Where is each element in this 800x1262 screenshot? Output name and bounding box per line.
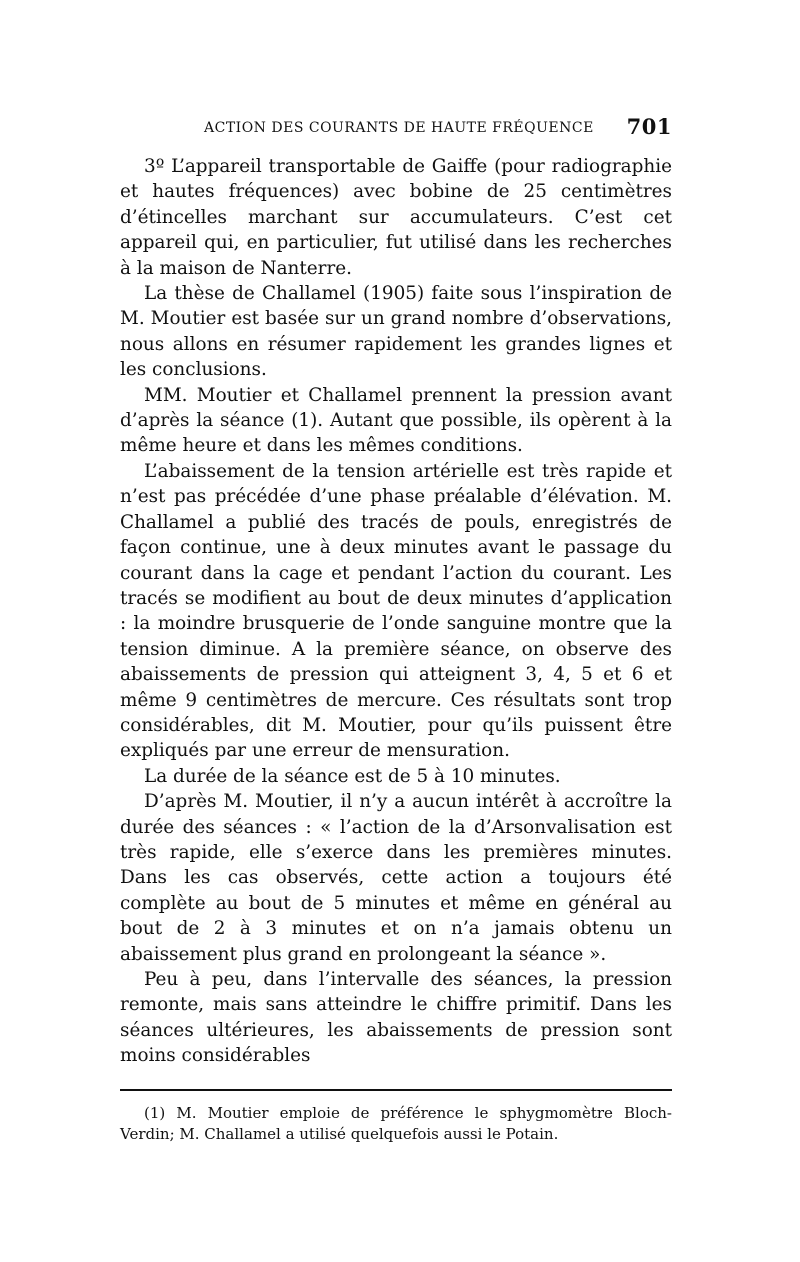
running-title: ACTION DES COURANTS DE HAUTE FRÉQUENCE [204,120,594,136]
book-page [120,112,672,1160]
page-number: 701 [626,114,672,139]
paragraph: La thèse de Challamel (1905) faite sous l’inspiration de M. Moutier est basée sur un grand nombre d’observations, nous allons en résumer rapidement les grandes lignes et les conclusions. [120,283,672,381]
paragraph: D’après M. Moutier, il n’y a aucun intérêt à accroître la durée des séances : « l’action de la d’Arsonvalisation est très rapide, elle s’exerce dans les premières minutes. Dans les cas observés, cette action a toujours été complète au bout de 5 minutes et même en général au bout de 2 à 3 minutes et on n’a jamais obtenu un abaissement plus grand en prolongeant la séance ». [120,791,672,965]
paragraph: Peu à peu, dans l’intervalle des séances, la pression remonte, mais sans atteindre le chiffre primitif. Dans les séances ultérieures, les abaissements de pression sont moins considérables [120,969,672,1067]
paragraph: La durée de la séance est de 5 à 10 minutes. [144,765,561,787]
paragraph: MM. Moutier et Challamel prennent la pression avant d’après la séance (1). Autant que possible, ils opèrent à la même heure et dans les mêmes conditions. [120,384,672,457]
paragraph: 3º L’appareil transportable de Gaiffe (pour radiographie et hautes fréquences) avec bobine de 25 centimètres d’étincelles marchant sur accumulateurs. C’est cet appareil qui, en particulier, fut utilisé dans les recherches à la maison de Nanterre. [120,156,672,279]
paragraph: L’abaissement de la tension artérielle est très rapide et n’est pas précédée d’une phase préalable d’élévation. M. Challamel a publié des tracés de pouls, enregistrés de façon continue, une à deux minutes avant le passage du courant dans la cage et pendant l’action du courant. Les tracés se modifient au bout de deux minutes d’application : la moindre brusquerie de l’onde sanguine montre que la tension diminue. A la première séance, on observe des abaissements de pression qui atteignent 3, 4, 5 et 6 et même 9 centimètres de mercure. Ces résultats sont trop considérables, dit M. Moutier, pour qu’ils puissent être expliqués par une erreur de mensuration. [120,460,672,762]
footnote-divider [120,1089,672,1091]
running-head [120,112,672,144]
body-text [120,154,672,1069]
footnote: (1) M. Moutier emploie de préférence le sphygmomètre Bloch-Verdin; M. Challamel a utilisé quelquefois aussi le Potain. [120,1103,672,1143]
